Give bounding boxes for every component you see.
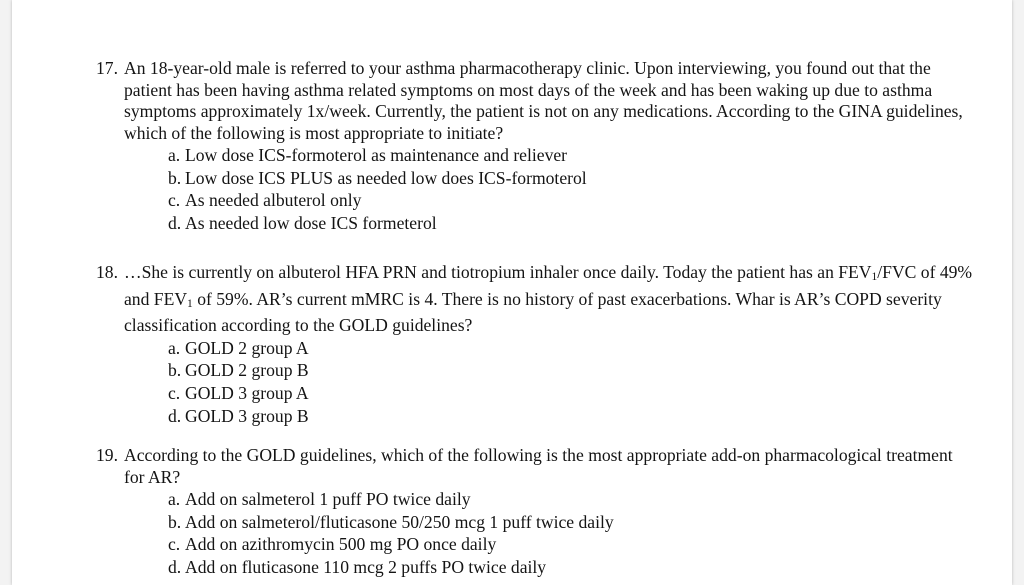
answer-options	[96, 144, 976, 235]
question-18	[96, 262, 976, 427]
answer-option	[96, 337, 976, 360]
answer-option	[96, 382, 976, 405]
question-stem	[96, 58, 976, 144]
question-text-part: of 59%. AR’s current mMRC is 4. There is no history of past exacerbations. Whar is AR’s COPD severity classification according to the GOLD guidelines?	[124, 288, 942, 335]
answer-option	[96, 405, 976, 428]
answer-option	[96, 189, 976, 212]
answer-option	[96, 556, 976, 579]
option-text: Add on fluticasone 110 mcg 2 puffs PO twice daily	[185, 557, 547, 578]
answer-option	[96, 144, 976, 167]
option-text: Add on azithromycin 500 mg PO once daily	[185, 534, 497, 555]
document-page	[12, 0, 1012, 585]
option-letter: a.	[168, 489, 181, 509]
option-letter: c.	[168, 534, 181, 555]
answer-options	[96, 488, 976, 579]
option-letter: c.	[168, 382, 181, 403]
answer-option	[96, 167, 976, 190]
question-text: An 18-year-old male is referred to your asthma pharmacotherapy clinic. Upon interviewing, you found out that the patient has been having asthma related symptoms on most days of the week and has been waking up due to asthma symptoms approximately 1x/week. Currently, the patient is not on any medications. According to the GINA guidelines, which of the following is most appropriate to initiate?	[124, 58, 963, 143]
question-19	[96, 445, 976, 579]
question-text: According to the GOLD guidelines, which of the following is the most appropriate add-on pharmacological treatment for AR?	[124, 445, 953, 487]
answer-option	[96, 359, 976, 382]
option-text: GOLD 3 group B	[185, 405, 309, 426]
question-number: 17.	[96, 58, 118, 78]
option-letter: a.	[168, 337, 181, 358]
option-text: Low dose ICS PLUS as needed low does ICS-formoterol	[185, 167, 587, 188]
option-letter: d.	[168, 405, 182, 426]
question-text-part: …She is currently on albuterol HFA PRN and tiotropium inhaler once daily. Today the patient has an FEV	[124, 262, 872, 282]
answer-options	[96, 337, 976, 428]
answer-option	[96, 488, 976, 511]
option-text: Add on salmeterol/fluticasone 50/250 mcg 1 puff twice daily	[185, 511, 614, 532]
answer-option	[96, 533, 976, 556]
question-stem	[96, 262, 976, 337]
option-letter: b.	[168, 167, 182, 188]
question-number: 18.	[96, 262, 118, 282]
answer-option	[96, 511, 976, 534]
question-stem	[96, 445, 976, 488]
option-letter: b.	[168, 360, 182, 381]
option-text: GOLD 2 group B	[185, 360, 309, 381]
question-number: 19.	[96, 445, 118, 465]
subscript: 1	[871, 271, 878, 283]
answer-option	[96, 212, 976, 235]
subscript: 1	[187, 297, 193, 310]
option-text: Add on salmeterol 1 puff PO twice daily	[185, 489, 471, 509]
question-text-part: /FVC of 49% and FEV	[124, 262, 973, 309]
option-letter: d.	[168, 213, 182, 234]
option-letter: a.	[168, 145, 181, 165]
question-text	[124, 262, 976, 337]
question-17	[96, 58, 976, 235]
option-letter: d.	[168, 557, 182, 578]
option-text: As needed albuterol only	[185, 190, 362, 211]
option-text: Low dose ICS-formoterol as maintenance and reliever	[185, 145, 568, 165]
option-text: As needed low dose ICS formeterol	[185, 213, 437, 234]
option-letter: c.	[168, 190, 181, 211]
option-text: GOLD 2 group A	[185, 337, 309, 358]
option-letter: b.	[168, 511, 182, 532]
option-text: GOLD 3 group A	[185, 382, 309, 403]
